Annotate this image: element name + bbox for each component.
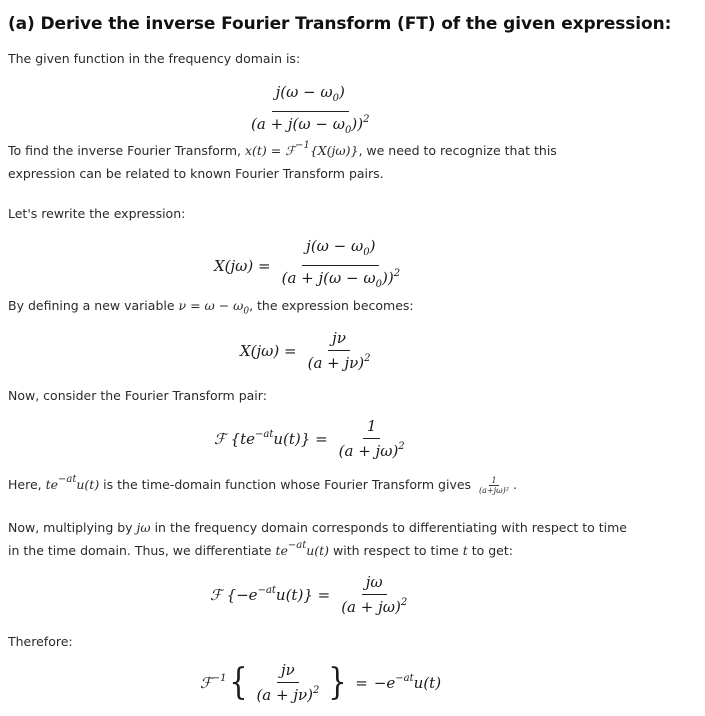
fraction-numerator: 1 — [363, 416, 381, 439]
paragraph-substitution: By defining a new variable $\nu = \omega - \omega_0$, the expression becomes: — [8, 298, 414, 317]
equals-sign: = — [355, 673, 368, 692]
paragraph-time-domain: Here, $te^{-at}u(t)$ is the time-domain function whose Fourier Transform gives $\frac{1}{\text{(a+jω)²}}$ . — [8, 474, 517, 495]
fraction — [304, 328, 375, 373]
paragraph-rewrite: Let's rewrite the expression: — [8, 206, 186, 221]
fraction — [247, 82, 373, 141]
fraction-denominator: $(a + j\omega)^2$ — [341, 597, 408, 616]
equation-given-function — [244, 82, 376, 141]
fraction-numerator: jν — [328, 328, 350, 351]
paragraph-therefore: Therefore: — [8, 634, 73, 649]
equation-derivative — [210, 572, 414, 617]
inline-fraction: $\frac{1}{\text{(a+jω)²}}$ — [479, 476, 509, 495]
fraction-numerator: jω — [362, 572, 387, 595]
equation-lhs: X(jω) = — [240, 341, 297, 360]
fraction — [278, 236, 404, 295]
inverse-ft-operator: ℱ$^{-1}$ — [200, 672, 227, 692]
left-brace: { — [228, 661, 248, 703]
fraction — [337, 572, 411, 617]
section-heading: (a) Derive the inverse Fourier Transform (FT) of the given expression: — [8, 14, 672, 34]
fraction-numerator: jν — [277, 660, 299, 683]
equation-result — [200, 660, 441, 705]
intro-paragraph: The given function in the frequency domain is: — [8, 51, 301, 66]
equation-rhs: $-e^{-at}u(t)$ — [373, 672, 442, 692]
fraction-denominator: $(a + j\nu)^2$ — [307, 353, 371, 372]
inline-math: $\nu = \omega - \omega_0$ — [178, 298, 250, 317]
fraction-denominator: $(a + j(\omega - \omega_0))^2$ — [281, 268, 401, 290]
equation-substituted — [240, 328, 378, 373]
inline-math: $te^{-at}u(t)$ — [275, 540, 330, 558]
inline-math: $te^{-at}u(t)$ — [45, 474, 100, 492]
paragraph-inverse-ft: To find the inverse Fourier Transform, x(t) = ℱ$^{-1}${X(jω)}, we need to recognize that this expression can be related to known Fourier Transform pairs. — [8, 140, 557, 181]
fraction-denominator: $(a + j\omega)^2$ — [338, 441, 405, 460]
fraction-numerator: $j(\omega - \omega_0)$ — [302, 236, 379, 266]
fraction-denominator: $(a + j\nu)^2$ — [256, 685, 320, 704]
fraction-denominator: $(a + j(\omega - \omega_0))^2$ — [251, 114, 370, 136]
right-brace: } — [328, 661, 347, 703]
paragraph-ft-pair: Now, consider the Fourier Transform pair: — [8, 388, 267, 403]
equation-lhs: ℱ $\{-e^{-at}u(t)\}$ = — [210, 584, 331, 604]
equation-lhs: X(jω) = — [214, 256, 271, 275]
fraction — [252, 660, 323, 705]
paragraph-differentiation: Now, multiplying by jω in the frequency domain corresponds to differentiating with respect to time in the time domain. Thus, we differentiate $te^{-at}u(t)$ with respect to time t to get: — [8, 520, 627, 558]
inline-math: x(t) = ℱ$^{-1}${X(jω)} — [244, 140, 359, 158]
fraction-numerator: $j(\omega - \omega_0)$ — [272, 82, 349, 112]
equation-lhs: ℱ $\{te^{-at}u(t)\}$ = — [214, 428, 328, 448]
fraction — [335, 416, 409, 461]
equation-rewrite — [214, 236, 407, 295]
equation-ft-pair — [214, 416, 412, 461]
